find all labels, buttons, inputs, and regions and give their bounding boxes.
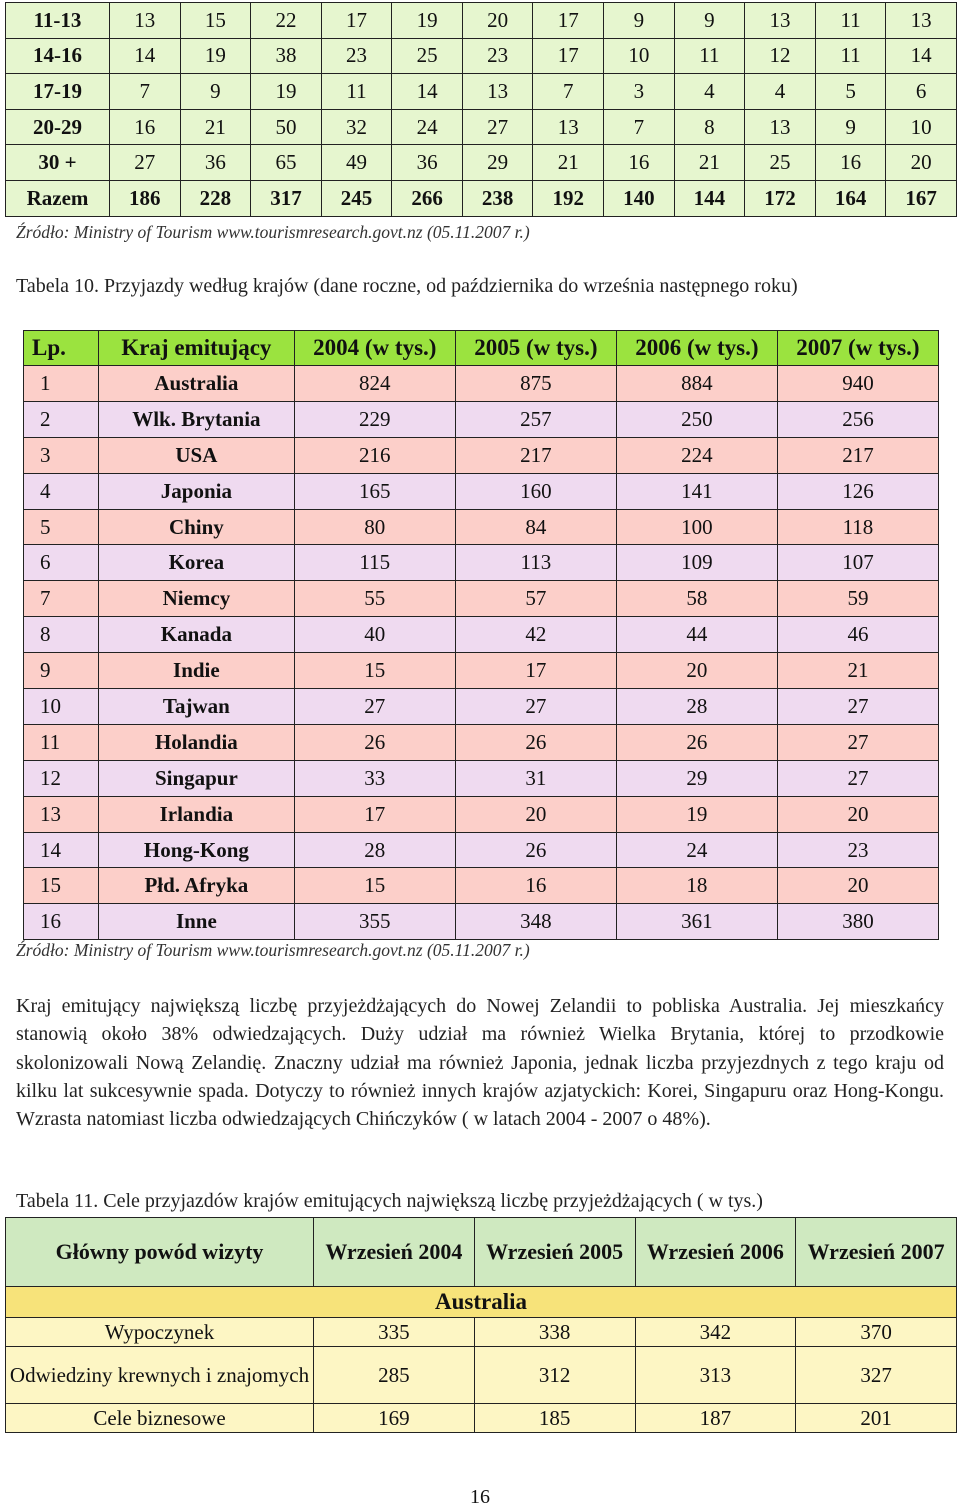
source-note-table9: Źródło: Ministry of Tourism www.tourismresearch.govt.nz (05.11.2007 r.): [16, 222, 530, 242]
table-cell: 18: [616, 868, 777, 904]
table-cell: 19: [616, 796, 777, 832]
row-number: 5: [24, 509, 99, 545]
table-cell: 11: [815, 38, 886, 74]
table-cell: 36: [392, 145, 463, 181]
header-sep-2007-label: Wrzesień 2007: [807, 1239, 945, 1264]
row-number: 16: [24, 904, 99, 940]
total-cell: 317: [251, 180, 322, 216]
header-sep-2005: [474, 1218, 635, 1287]
table-cell: 355: [294, 904, 455, 940]
visit-reason: Cele biznesowe: [6, 1404, 314, 1433]
row-number: 9: [24, 653, 99, 689]
table-cell: 38: [251, 38, 322, 74]
table-cell: 13: [745, 3, 816, 39]
table-cell: 217: [777, 437, 938, 473]
table-cell: 65: [251, 145, 322, 181]
table-cell: 23: [462, 38, 533, 74]
table-cell: 27: [777, 724, 938, 760]
row-number: 6: [24, 545, 99, 581]
table-cell: 4: [745, 74, 816, 110]
header-2006: 2006 (w tys.): [616, 331, 777, 366]
table-cell: 327: [796, 1347, 957, 1404]
table-cell: 348: [455, 904, 616, 940]
table-cell: 50: [251, 109, 322, 145]
table-cell: 21: [777, 653, 938, 689]
table-row: [24, 724, 939, 760]
table-cell: 26: [294, 724, 455, 760]
total-label: Razem: [6, 180, 110, 216]
table-row: [24, 437, 939, 473]
table-row: [6, 3, 957, 39]
table-cell: 7: [604, 109, 675, 145]
table-cell: 185: [474, 1404, 635, 1433]
country-name: Holandia: [99, 724, 295, 760]
table-row: [6, 1318, 957, 1347]
country-name: Kanada: [99, 617, 295, 653]
table-cell: 21: [674, 145, 745, 181]
table-cell: 229: [294, 401, 455, 437]
table-cell: 22: [251, 3, 322, 39]
total-row: [6, 180, 957, 216]
table-row: [6, 109, 957, 145]
table10-caption: Tabela 10. Przyjazdy według krajów (dane roczne, od października do września następnego roku): [16, 275, 798, 297]
country-name: Irlandia: [99, 796, 295, 832]
table-cell: 26: [455, 724, 616, 760]
table-cell: 17: [294, 796, 455, 832]
table-cell: 20: [616, 653, 777, 689]
table-cell: 187: [635, 1404, 796, 1433]
header-2005: 2005 (w tys.): [455, 331, 616, 366]
header-country: Kraj emitujący: [99, 331, 295, 366]
header-sep-2004: [314, 1218, 475, 1287]
table-cell: 28: [294, 832, 455, 868]
table-cell: 20: [777, 796, 938, 832]
row-label: 30 +: [6, 145, 110, 181]
table-cell: 12: [745, 38, 816, 74]
header-sep-2005-label: Wrzesień 2005: [486, 1239, 624, 1264]
table-cell: 5: [815, 74, 886, 110]
table-row: [6, 74, 957, 110]
table-cell: 29: [616, 760, 777, 796]
country-name: Korea: [99, 545, 295, 581]
table-cell: 17: [533, 38, 604, 74]
table-cell: 24: [392, 109, 463, 145]
table-row: [24, 868, 939, 904]
table-cell: 335: [314, 1318, 475, 1347]
table-row: [6, 38, 957, 74]
table-cell: 14: [392, 74, 463, 110]
table-cell: 80: [294, 509, 455, 545]
table-cell: 11: [321, 74, 392, 110]
table-cell: 361: [616, 904, 777, 940]
table-cell: 875: [455, 366, 616, 402]
visit-reason: Wypoczynek: [6, 1318, 314, 1347]
total-cell: 144: [674, 180, 745, 216]
table-cell: 216: [294, 437, 455, 473]
table-cell: 9: [815, 109, 886, 145]
table-cell: 4: [674, 74, 745, 110]
table-cell: 27: [455, 689, 616, 725]
table-cell: 7: [533, 74, 604, 110]
row-number: 7: [24, 581, 99, 617]
header-sep-2006: [635, 1218, 796, 1287]
region-label: Australia: [6, 1287, 957, 1318]
table-cell: 14: [886, 38, 957, 74]
country-name: Australia: [99, 366, 295, 402]
table-cell: 55: [294, 581, 455, 617]
table-cell: 46: [777, 617, 938, 653]
table-row: [6, 145, 957, 181]
table-cell: 115: [294, 545, 455, 581]
table-cell: 10: [604, 38, 675, 74]
table-cell: 100: [616, 509, 777, 545]
table-cell: 313: [635, 1347, 796, 1404]
table-cell: 40: [294, 617, 455, 653]
table-cell: 27: [462, 109, 533, 145]
country-name: Wlk. Brytania: [99, 401, 295, 437]
table-cell: 141: [616, 473, 777, 509]
country-name: Indie: [99, 653, 295, 689]
table-cell: 28: [616, 689, 777, 725]
header-reason: Główny powód wizyty: [6, 1218, 314, 1287]
table11-header-row: [6, 1218, 957, 1287]
table-cell: 107: [777, 545, 938, 581]
table-row: [24, 904, 939, 940]
table-row: [24, 617, 939, 653]
table-cell: 59: [777, 581, 938, 617]
table-cell: 16: [815, 145, 886, 181]
table-cell: 312: [474, 1347, 635, 1404]
row-number: 2: [24, 401, 99, 437]
table-cell: 13: [533, 109, 604, 145]
table-cell: 13: [886, 3, 957, 39]
table-cell: 17: [533, 3, 604, 39]
table10-header-row: [24, 331, 939, 366]
table-cell: 25: [745, 145, 816, 181]
table-row: [24, 509, 939, 545]
table-row: [24, 581, 939, 617]
table-cell: 338: [474, 1318, 635, 1347]
table-cell: 58: [616, 581, 777, 617]
table-cell: 27: [777, 760, 938, 796]
body-paragraph: [16, 992, 944, 1133]
row-number: 10: [24, 689, 99, 725]
arrivals-by-country-table: [23, 330, 939, 940]
table-row: [24, 653, 939, 689]
row-number: 1: [24, 366, 99, 402]
table-cell: 11: [674, 38, 745, 74]
table-cell: 824: [294, 366, 455, 402]
table-row: [24, 832, 939, 868]
table-cell: 118: [777, 509, 938, 545]
total-cell: 245: [321, 180, 392, 216]
table-cell: 13: [745, 109, 816, 145]
total-cell: 164: [815, 180, 886, 216]
total-cell: 192: [533, 180, 604, 216]
table-cell: 165: [294, 473, 455, 509]
country-name: Hong-Kong: [99, 832, 295, 868]
table-row: [24, 366, 939, 402]
row-label: 20-29: [6, 109, 110, 145]
table-cell: 23: [321, 38, 392, 74]
row-label: 17-19: [6, 74, 110, 110]
table-cell: 257: [455, 401, 616, 437]
table-cell: 13: [462, 74, 533, 110]
table-cell: 36: [180, 145, 251, 181]
table-row: [24, 545, 939, 581]
table-cell: 23: [777, 832, 938, 868]
table-cell: 32: [321, 109, 392, 145]
region-row: [6, 1287, 957, 1318]
table-cell: 17: [321, 3, 392, 39]
header-lp: Lp.: [24, 331, 99, 366]
visit-purpose-table: [5, 1217, 957, 1433]
table-cell: 7: [110, 74, 181, 110]
table-cell: 13: [110, 3, 181, 39]
table-cell: 342: [635, 1318, 796, 1347]
country-name: Chiny: [99, 509, 295, 545]
table-cell: 20: [462, 3, 533, 39]
table11-caption: Tabela 11. Cele przyjazdów krajów emitujących największą liczbę przyjeżdżających ( w tys.): [16, 1190, 763, 1212]
country-name: Singapur: [99, 760, 295, 796]
table-cell: 16: [110, 109, 181, 145]
table-row: [6, 1347, 957, 1404]
row-number: 12: [24, 760, 99, 796]
country-name: Tajwan: [99, 689, 295, 725]
table-row: [24, 401, 939, 437]
table-cell: 285: [314, 1347, 475, 1404]
table-cell: 250: [616, 401, 777, 437]
table-cell: 8: [674, 109, 745, 145]
table-cell: 14: [110, 38, 181, 74]
table-cell: 20: [455, 796, 616, 832]
table-cell: 27: [777, 689, 938, 725]
table-cell: 29: [462, 145, 533, 181]
table-cell: 884: [616, 366, 777, 402]
table-cell: 44: [616, 617, 777, 653]
table-cell: 6: [886, 74, 957, 110]
table-cell: 42: [455, 617, 616, 653]
table-cell: 217: [455, 437, 616, 473]
row-number: 8: [24, 617, 99, 653]
table-cell: 26: [455, 832, 616, 868]
total-cell: 186: [110, 180, 181, 216]
table-cell: 201: [796, 1404, 957, 1433]
table-cell: 940: [777, 366, 938, 402]
table-cell: 126: [777, 473, 938, 509]
table-cell: 9: [604, 3, 675, 39]
table-cell: 27: [110, 145, 181, 181]
row-number: 11: [24, 724, 99, 760]
table-cell: 10: [886, 109, 957, 145]
page-number: 16: [470, 1486, 490, 1508]
header-sep-2006-label: Wrzesień 2006: [646, 1239, 784, 1264]
total-cell: 266: [392, 180, 463, 216]
table-cell: 224: [616, 437, 777, 473]
country-name: USA: [99, 437, 295, 473]
table-cell: 49: [321, 145, 392, 181]
header-2004: 2004 (w tys.): [294, 331, 455, 366]
table-cell: 31: [455, 760, 616, 796]
table-cell: 380: [777, 904, 938, 940]
table-cell: 21: [533, 145, 604, 181]
table-cell: 9: [180, 74, 251, 110]
table-row: [6, 1404, 957, 1433]
paragraph-text: Kraj emitujący największą liczbę przyjeżdżających do Nowej Zelandii to pobliska Australia. Jej mieszkańcy stanowią około 38% odwiedzających. Duży udział ma również Wielka Brytania, której to przodkowie skolonizowali Nową Zelandię. Znaczny udział ma również Japonia, jednak liczba przyjezdnych z tego kraju od kilku lat sukcesywnie spada. Dotyczy to również innych krajów azjatyckich: Korei, Singapuru oraz Hong-Kongu. Wzrasta natomiast liczba odwiedzających Chińczyków ( w latach 2004 - 2007 o 48%).: [16, 995, 944, 1131]
table-cell: 20: [777, 868, 938, 904]
table-cell: 15: [180, 3, 251, 39]
row-number: 3: [24, 437, 99, 473]
header-sep-2004-label: Wrzesień 2004: [325, 1239, 463, 1264]
country-name: Inne: [99, 904, 295, 940]
row-number: 15: [24, 868, 99, 904]
table-cell: 26: [616, 724, 777, 760]
row-label: 14-16: [6, 38, 110, 74]
table-cell: 11: [815, 3, 886, 39]
table-cell: 19: [180, 38, 251, 74]
visit-reason: Odwiedziny krewnych i znajomych: [6, 1347, 314, 1404]
total-cell: 167: [886, 180, 957, 216]
source-note-table10: Źródło: Ministry of Tourism www.tourismresearch.govt.nz (05.11.2007 r.): [16, 940, 530, 960]
table-row: [24, 796, 939, 832]
table-cell: 84: [455, 509, 616, 545]
table-cell: 15: [294, 868, 455, 904]
table-cell: 370: [796, 1318, 957, 1347]
country-name: Płd. Afryka: [99, 868, 295, 904]
table-cell: 57: [455, 581, 616, 617]
row-number: 14: [24, 832, 99, 868]
table-cell: 15: [294, 653, 455, 689]
table-cell: 169: [314, 1404, 475, 1433]
country-name: Japonia: [99, 473, 295, 509]
header-sep-2007: [796, 1218, 957, 1287]
table-cell: 109: [616, 545, 777, 581]
total-cell: 140: [604, 180, 675, 216]
row-number: 13: [24, 796, 99, 832]
total-cell: 172: [745, 180, 816, 216]
table-cell: 17: [455, 653, 616, 689]
age-group-table: [5, 2, 957, 217]
table-cell: 33: [294, 760, 455, 796]
header-2007: 2007 (w tys.): [777, 331, 938, 366]
total-cell: 238: [462, 180, 533, 216]
table-cell: 25: [392, 38, 463, 74]
row-number: 4: [24, 473, 99, 509]
table-cell: 256: [777, 401, 938, 437]
table-row: [24, 689, 939, 725]
table-cell: 21: [180, 109, 251, 145]
table-cell: 16: [604, 145, 675, 181]
table-row: [24, 473, 939, 509]
row-label: 11-13: [6, 3, 110, 39]
table-cell: 160: [455, 473, 616, 509]
table-cell: 16: [455, 868, 616, 904]
table-cell: 24: [616, 832, 777, 868]
table-cell: 113: [455, 545, 616, 581]
country-name: Niemcy: [99, 581, 295, 617]
table-cell: 9: [674, 3, 745, 39]
table-cell: 19: [251, 74, 322, 110]
table-cell: 19: [392, 3, 463, 39]
total-cell: 228: [180, 180, 251, 216]
table-row: [24, 760, 939, 796]
table-cell: 27: [294, 689, 455, 725]
table-cell: 20: [886, 145, 957, 181]
table-cell: 3: [604, 74, 675, 110]
